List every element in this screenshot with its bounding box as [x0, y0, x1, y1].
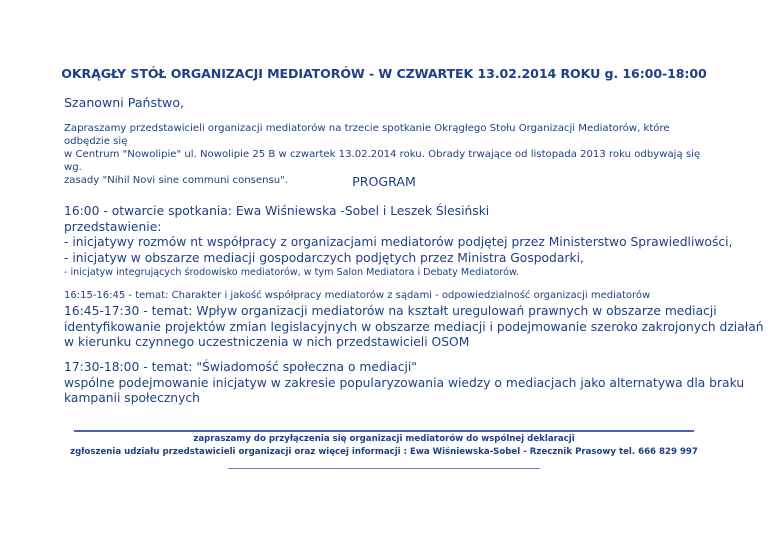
- session-line: wspólne podejmowanie inicjatyw w zakresie popularyzowania wiedzy o mediacjach jako alternatywa dla braku: [64, 375, 745, 390]
- footer-invitation: zapraszamy do przyłączenia się organizacji mediatorów do wspólnej deklaracji: [193, 434, 575, 444]
- greeting: Szanowni Państwo,: [64, 95, 185, 110]
- session-1615: 16:15-16:45 - temat: Charakter i jakość współpracy mediatorów z sądami - odpowiedzialność organizacji mediatorów: [64, 290, 651, 301]
- session-1645-block: [64, 304, 764, 351]
- program-opening-block: [64, 204, 733, 279]
- divider-line: [74, 430, 694, 432]
- page-title: OKRĄGŁY STÓŁ ORGANIZACJI MEDIATORÓW - W CZWARTEK 13.02.2014 ROKU g. 16:00-18:00: [61, 66, 707, 81]
- session-line: w kierunku czynnego uczestniczenia w nich przedstawicieli OSOM: [64, 335, 470, 349]
- intro-line: zasady "Nihil Novi sine communi consensu".: [64, 175, 289, 186]
- session-1730-block: [64, 360, 745, 407]
- divider-line: [228, 468, 540, 469]
- initiative-item: - inicjatyw integrujących środowisko mediatorów, w tym Salon Mediatora i Debaty Mediatorów.: [64, 267, 519, 278]
- initiative-item: - inicjatyw w obszarze mediacji gospodarczych podjętych przez Ministra Gospodarki,: [64, 250, 584, 265]
- presentation-label: przedstawienie:: [64, 219, 162, 234]
- program-heading: PROGRAM: [352, 174, 416, 189]
- session-line: identyfikowanie projektów zmian legislacyjnych w obszarze mediacji i podejmowanie szeroko zakrojonych działań: [64, 319, 764, 334]
- session-line: 16:45-17:30 - temat: Wpływ organizacji mediatorów na kształt uregulowań prawnych w obszarze mediacji: [64, 304, 717, 318]
- intro-line: Zapraszamy przedstawicieli organizacji mediatorów na trzecie spotkanie Okrągłego Stołu Organizacji Mediatorów, które odbędzie się: [64, 123, 670, 147]
- session-line: kampanii społecznych: [64, 391, 200, 405]
- intro-line: w Centrum "Nowolipie" ul. Nowolipie 25 B w czwartek 13.02.2014 roku. Obrady trwające od listopada 2013 roku odbywają się wg.: [64, 149, 701, 173]
- session-line: 17:30-18:00 - temat: "Świadomość społeczna o mediacji": [64, 360, 417, 374]
- initiative-item: - inicjatywy rozmów nt współpracy z organizacjami mediatorów podjętej przez Ministerstwo Sprawiedliwości,: [64, 235, 733, 249]
- footer-contact: zgłoszenia udziału przedstawicieli organizacji oraz więcej informacji : Ewa Wiśniewska-Sobel - Rzecznik Prasowy tel. 666 829 997: [70, 447, 698, 457]
- opening-line: 16:00 - otwarcie spotkania: Ewa Wiśniewska -Sobel i Leszek Ślesiński: [64, 204, 490, 218]
